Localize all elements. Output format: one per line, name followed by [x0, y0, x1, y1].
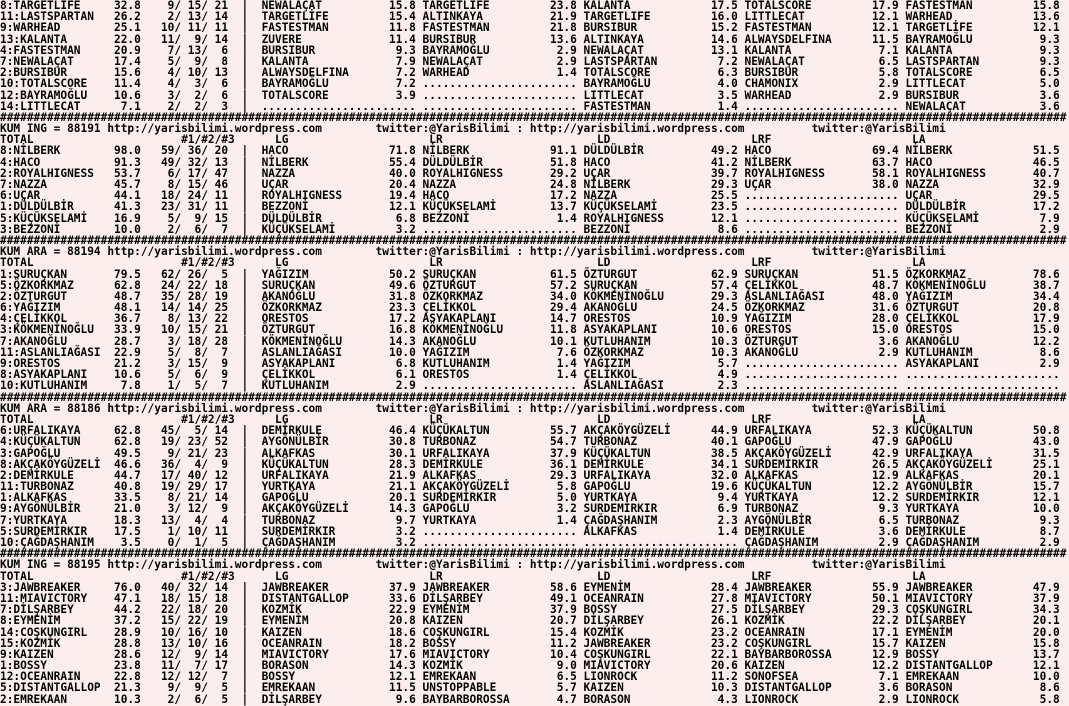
stats-row: 2:ROYALHIGNESS 53.7 6/ 17/ 47 | NAZZA 40.0 ROYALHIGNESS 29.2 UÇAR 39.7 ROYALHIGNESS 58.1 ROYALHIGNESS 40.7 [0, 166, 1067, 180]
column-header: TOTAL #1/#2/#3 LG LR LD LRF LA [0, 133, 926, 147]
stats-row: 11:LASTSPARTAN 26.2 2/ 13/ 14 | TARGETLİFE 15.4 ALTINKAYA 21.9 TARGETLIFE 16.0 LITTLECAT 12.1 WARHEAD 13.6 [0, 10, 1067, 24]
stats-row: 2:DEMİRKULE 44.7 17/ 40/ 12 | URFALIKAYA 21.9 ALKAFKAS 29.3 URFALIKAYA 32.0 ALKAFKAS 12.9 ALKAFKAS 20.1 [0, 468, 1067, 482]
stats-row: 2:BURSIBUR 15.6 4/ 10/ 13 | ALWAYSDELFINA 7.2 WARHEAD 1.4 TOTALSCORE 6.3 BURSIBUR 5.8 TOTALSCORE 6.5 [0, 66, 1067, 80]
stats-row: 1:ALKAFKAS 33.5 8/ 21/ 14 | GAPOĞLU 20.1 SURDEMİRKIR 5.0 YURTKAYA 9.4 YURTKAYA 12.2 SURDEMİRKIR 12.1 [0, 491, 1067, 505]
stats-row: 3:GAPOĞLU 49.5 9/ 21/ 23 | ALKAFKAS 30.1 URFALIKAYA 37.9 KÜÇÜKALTUN 38.5 AKÇAKÖYGÜZELİ 42.9 URFALIKAYA 31.5 [0, 446, 1067, 460]
stats-row: 5:KÜÇÜKSELAMİ 16.9 5/ 9/ 15 | DÜLDÜLBİR 6.8 BEZZONİ 1.4 ROYALHIGNESS 12.1 ....................... KÜÇÜKSELAMİ 7.9 [0, 211, 1067, 225]
stats-row: 7:DİLŞARBEY 44.2 22/ 18/ 20 | KOZMİK 22.9 EYMENİM 37.9 BOSSY 27.5 DİLŞARBEY 29.3 COŞKUNGIRL 34.3 [0, 603, 1067, 617]
stats-row: 3:KÖKMENİNOĞLU 33.9 10/ 15/ 21 | ÖZTURGUT 16.8 KÖKMENİNOĞLU 11.8 ASYAKAPLANI 10.6 ORESTOS 15.0 ORESTOS 15.0 [0, 323, 1067, 337]
stats-row: 9:WARHEAD 25.1 10/ 11/ 11 | FASTESTMAN 11.8 FASTESTMAN 21.8 BURSIBUR 15.2 FASTESTMAN 12.1 TARGETLİFE 12.1 [0, 21, 1067, 35]
section-header: KUM ING = 88191 http://yarisbilimi.wordpress.com twitter:@YarisBilimi : http://yarisbilimi.wordpress.com twitter:@YarisBilimi [0, 122, 946, 136]
section-header: KUM ING = 88195 http://yarisbilimi.wordpress.com twitter:@YarisBilimi : http://yarisbilimi.wordpress.com twitter:@YarisBilimi [0, 558, 946, 572]
stats-row: 3:JAWBREAKER 76.0 40/ 32/ 14 | JAWBREAKER 37.9 JAWBREAKER 58.6 EYMENİM 28.4 JAWBREAKER 55.9 JAWBREAKER 47.9 [0, 580, 1067, 594]
stats-row: 10:KUTLUHANIM 7.8 1/ 5/ 7 | KUTLUHANIM 2.9 ....................... ASLANLIAĞASI 2.3 ....................... ....................... [0, 379, 1067, 393]
stats-row: 14:COŞKUNGIRL 28.9 10/ 16/ 10 | KAIZEN 18.6 COŞKUNGIRL 15.4 KOZMİK 23.2 OCEANRAIN 17.1 EYMENİM 20.0 [0, 625, 1067, 639]
stats-row: 13:KALANTA 22.0 11/ 9/ 14 | ZUVERE 11.4 BURSIBUR 13.6 ALTINKAYA 14.6 ALWAYSDELFINA 11.5 BAYRAMOĞLU 9.3 [0, 32, 1067, 46]
stats-row: 5:SURDEMİRKIR 17.5 1/ 10/ 11 | SURDEMİRKIR 3.2 ....................... ALKAFKAS 1.4 DEMİRKULE 3.6 DEMİRKULE 8.7 [0, 524, 1067, 538]
stats-row: 6:URFALIKAYA 62.8 45/ 5/ 14 | DEMİRKULE 46.4 KÜÇÜKALTUN 55.7 AKÇAKÖYGÜZELİ 44.9 URFALIKAYA 52.3 KÜÇÜKALTUN 50.8 [0, 424, 1067, 438]
stats-row: 4:FASTESTMAN 20.9 7/ 13/ 6 | BURSIBUR 9.3 BAYRAMOĞLU 2.9 NEWALAÇAT 13.1 KALANTA 7.1 KALANTA 9.3 [0, 43, 1067, 57]
stats-row: 7:AKANOĞLU 28.7 3/ 18/ 28 | KÖKMENİNOĞLU 14.3 AKANOĞLU 10.1 KUTLUHANIM 10.3 ÖZTURGUT 3.6 AKANOĞLU 12.2 [0, 334, 1067, 348]
stats-row: 9:KAIZEN 28.6 12/ 9/ 14 | MIAVICTORY 17.6 MIAVICTORY 10.4 COŞKUNGIRL 22.1 BAYBARBOROSSA 12.9 BOSSY 13.7 [0, 647, 1067, 661]
stats-row: 5:DISTANTGALLOP 21.3 9/ 9/ 5 | EMREKAAN 11.5 UNSTOPPABLE 5.7 KAIZEN 10.3 DISTANTGALLOP 3.6 BORASON 8.6 [0, 681, 1067, 695]
stats-row: 7:NAZZA 45.7 8/ 15/ 46 | UÇAR 20.4 NAZZA 24.8 NİLBERK 29.3 UÇAR 38.0 NAZZA 32.9 [0, 178, 1067, 191]
stats-row: 8:AKÇAKÖYGÜZELİ 46.6 36/ 4/ 9 | KÜÇÜKALTUN 28.3 DEMİRKULE 36.1 DEMİRKULE 34.1 SURDEMİRKIR 26.5 AKÇAKÖYGÜZELİ 25.1 [0, 457, 1067, 471]
column-header: TOTAL #1/#2/#3 LG LR LD LRF LA [0, 256, 926, 270]
stats-row: 6:UÇAR 44.1 18/ 24/ 11 | ROYALHIGNESS 19.4 HACO 17.2 NAZZA 25.5 ....................... UÇAR 29.5 [0, 189, 1067, 203]
section-separator: ############################################################################################################################################################### [0, 233, 1067, 247]
stats-row: 10:TOTALSCORE 11.4 4/ 3/ 6 | BAYRAMOĞLU 7.2 ....................... BAYRAMOĞLU 4.0 CHAMONIX 2.9 LITTLECAT 5.0 [0, 77, 1067, 91]
section-separator: ############################################################################################################################################################### [0, 547, 1067, 561]
stats-row: 8:TARGETLIFE 32.8 9/ 15/ 21 | NEWALAÇAT 15.8 TARGETLIFE 23.8 KALANTA 17.5 TOTALSCORE 17.9 FASTESTMAN 15.8 [0, 0, 1067, 12]
stats-row: 12:BAYRAMOĞLU 10.6 3/ 2/ 6 | TOTALSCORE 3.9 ....................... LITTLECAT 3.5 WARHEAD 2.9 BURSIBUR 3.6 [0, 88, 1067, 102]
stats-row: 8:NİLBERK 98.0 59/ 36/ 20 | HACO 71.8 NİLBERK 91.1 DÜLDÜLBİR 49.2 HACO 69.4 NİLBERK 51.5 [0, 144, 1067, 158]
stats-row: 2:EMREKAAN 10.3 2/ 6/ 5 | DİLŞARBEY 9.6 BAYBARBOROSSA 4.7 BORASON 4.3 LIONROCK 2.9 LIONROCK 5.8 [0, 692, 1067, 706]
stats-row: 2:ÖZTURGUT 48.7 35/ 28/ 19 | AKANOĞLU 31.8 ÖZKORKMAZ 34.0 KÖKMENİNOĞLU 29.3 ASLANLIAĞASI 48.0 YAĞIZIM 34.4 [0, 289, 1067, 303]
section-header: KUM ARA = 88194 http://yarisbilimi.wordpress.com twitter:@YarisBilimi : http://yarisbilimi.wordpress.com twitter:@YarisBilimi [0, 245, 946, 259]
stats-row: 1:DÜLDÜLBİR 41.3 23/ 31/ 11 | BEZZONİ 12.1 KÜÇÜKSELAMİ 13.7 KÜÇÜKSELAMİ 23.5 ....................... DÜLDÜLBİR 17.2 [0, 200, 1067, 214]
stats-row: 11:TURBONAZ 40.8 19/ 29/ 17 | YURTKAYA 21.1 AKÇAKÖYGÜZELİ 5.8 GAPOĞLU 19.6 KÜÇÜKALTUN 12.2 AYGÖNÜLBİR 15.7 [0, 480, 1067, 494]
stats-row: 11:ASLANLIAĞASI 22.9 5/ 8/ 7 | ASLANLIAĞASI 10.0 YAĞIZIM 7.6 ÖZKORKMAZ 10.3 AKANOĞLU 2.9 KUTLUHANIM 8.6 [0, 345, 1067, 359]
stats-row: 9:AYGÖNÜLBİR 21.0 3/ 12/ 9 | AKÇAKÖYGÜZELİ 14.3 GAPOĞLU 3.2 SURDEMİRKIR 6.9 TURBONAZ 9.3 YURTKAYA 10.0 [0, 502, 1067, 516]
stats-row: 4:HACO 91.3 49/ 32/ 13 | NİLBERK 55.4 DÜLDÜLBİR 51.8 HACO 41.2 NİLBERK 63.7 HACO 46.5 [0, 155, 1067, 169]
column-header: TOTAL #1/#2/#3 LG LR LD LRF LA [0, 412, 926, 426]
stats-row: 12:OCEANRAIN 22.8 12/ 12/ 7 | BOSSY 12.1 EMREKAAN 6.5 LIONROCK 11.2 SONOFSEA 7.1 EMREKAAN 10.0 [0, 670, 1067, 684]
stats-row: 3:BEZZONİ 10.0 2/ 6/ 7 | KÜÇÜKSELAMİ 3.2 ....................... BEZZONİ 8.6 ....................... BEZZONİ 2.9 [0, 222, 1067, 236]
column-header: TOTAL #1/#2/#3 LG LR LD LRF LA [0, 569, 926, 583]
stats-row: 4:KÜÇÜKALTUN 62.8 19/ 23/ 52 | AYGÖNÜLBİR 30.8 TURBONAZ 54.7 TURBONAZ 40.1 GAPOĞLU 47.9 GAPOĞLU 43.0 [0, 435, 1067, 449]
stats-row: 4:ÇELİKKOL 36.7 8/ 13/ 22 | ORESTOS 17.2 ASYAKAPLANI 14.7 ORESTOS 10.9 YAĞIZIM 28.0 ÇELİKKOL 17.9 [0, 312, 1067, 326]
stats-row: 9:ORESTOS 21.2 3/ 15/ 9 | ASYAKAPLANI 6.8 KUTLUHANIM 1.4 YAĞIZIM 5.7 ....................... ASYAKAPLANI 2.9 [0, 357, 1067, 370]
stats-row: 1:BOSSY 23.8 11/ 7/ 17 | BORASON 14.3 KOZMİK 9.0 MIAVICTORY 20.6 KAIZEN 12.2 DISTANTGALLOP 12.1 [0, 659, 1067, 673]
stats-row: 6:YAĞIZIM 48.1 14/ 14/ 25 | ÖZKORKMAZ 23.3 ÇELİKKOL 29.4 AKANOĞLU 24.5 ÖZKORKMAZ 31.6 ÖZTURGUT 20.8 [0, 301, 1067, 315]
stats-row: 8:ASYAKAPLANI 10.6 5/ 6/ 9 | ÇELİKKOL 6.1 ORESTOS 1.4 ÇELİKKOL 4.9 ....................... ....................... [0, 368, 1067, 382]
section-separator: ############################################################################################################################################################### [0, 390, 1067, 404]
stats-row: 11:MIAVICTORY 47.1 18/ 15/ 18 | DISTANTGALLOP 33.6 DİLŞARBEY 49.1 OCEANRAIN 27.8 MIAVICTORY 50.1 MIAVICTORY 37.9 [0, 591, 1067, 605]
stats-row: 1:SURUÇKAN 79.5 62/ 26/ 5 | YAĞIZIM 50.2 SURUÇKAN 61.5 ÖZTURGUT 62.9 SURUÇKAN 51.5 ÖZKORKMAZ 78.6 [0, 267, 1067, 281]
stats-row: 8:EYMENİM 37.2 15/ 22/ 19 | EYMENİM 20.8 KAIZEN 20.7 DİLŞARBEY 26.1 KOZMİK 22.2 DİLŞARBEY 20.1 [0, 614, 1067, 628]
stats-row: 7:NEWALAÇAT 17.4 5/ 9/ 8 | KALANTA 7.9 NEWALAÇAT 2.9 LASTSPARTAN 7.2 NEWALAÇAT 6.5 LASTSPARTAN 9.3 [0, 54, 1067, 68]
stats-row: 7:YURTKAYA 18.3 13/ 4/ 4 | TURBONAZ 9.7 YURTKAYA 1.4 ÇAĞDAŞHANIM 2.3 AYGÖNÜLBİR 6.5 TURBONAZ 9.3 [0, 513, 1067, 527]
section-header: KUM ARA = 88186 http://yarisbilimi.wordpress.com twitter:@YarisBilimi : http://yarisbilimi.wordpress.com twitter:@YarisBilimi [0, 401, 946, 415]
stats-row: 15:KOZMİK 28.8 13/ 10/ 16 | OCEANRAIN 18.2 BOSSY 11.2 JAWBREAKER 23.2 COŞKUNGIRL 15.7 KAIZEN 15.8 [0, 636, 1067, 650]
stats-row: 5:ÖZKORKMAZ 62.8 24/ 22/ 18 | SURUÇKAN 49.6 ÖZTURGUT 57.2 SURUÇKAN 57.4 ÇELİKKOL 48.7 KÖKMENİNOĞLU 38.7 [0, 278, 1067, 292]
section-separator: ############################################################################################################################################################### [0, 110, 1067, 124]
stats-row: 10:ÇAĞDAŞHANIM 3.5 0/ 1/ 5 | ÇAĞDAŞHANIM 3.2 ....................... ....................... ÇAĞDAŞHANIM 2.9 ÇAĞDAŞHANIM 2.9 [0, 536, 1067, 549]
stats-row: 14:LITTLECAT 7.1 2/ 2/ 3 | ....................... ....................... FASTESTMAN 1.4 ....................... NEWALAÇAT 3.6 [0, 99, 1067, 113]
